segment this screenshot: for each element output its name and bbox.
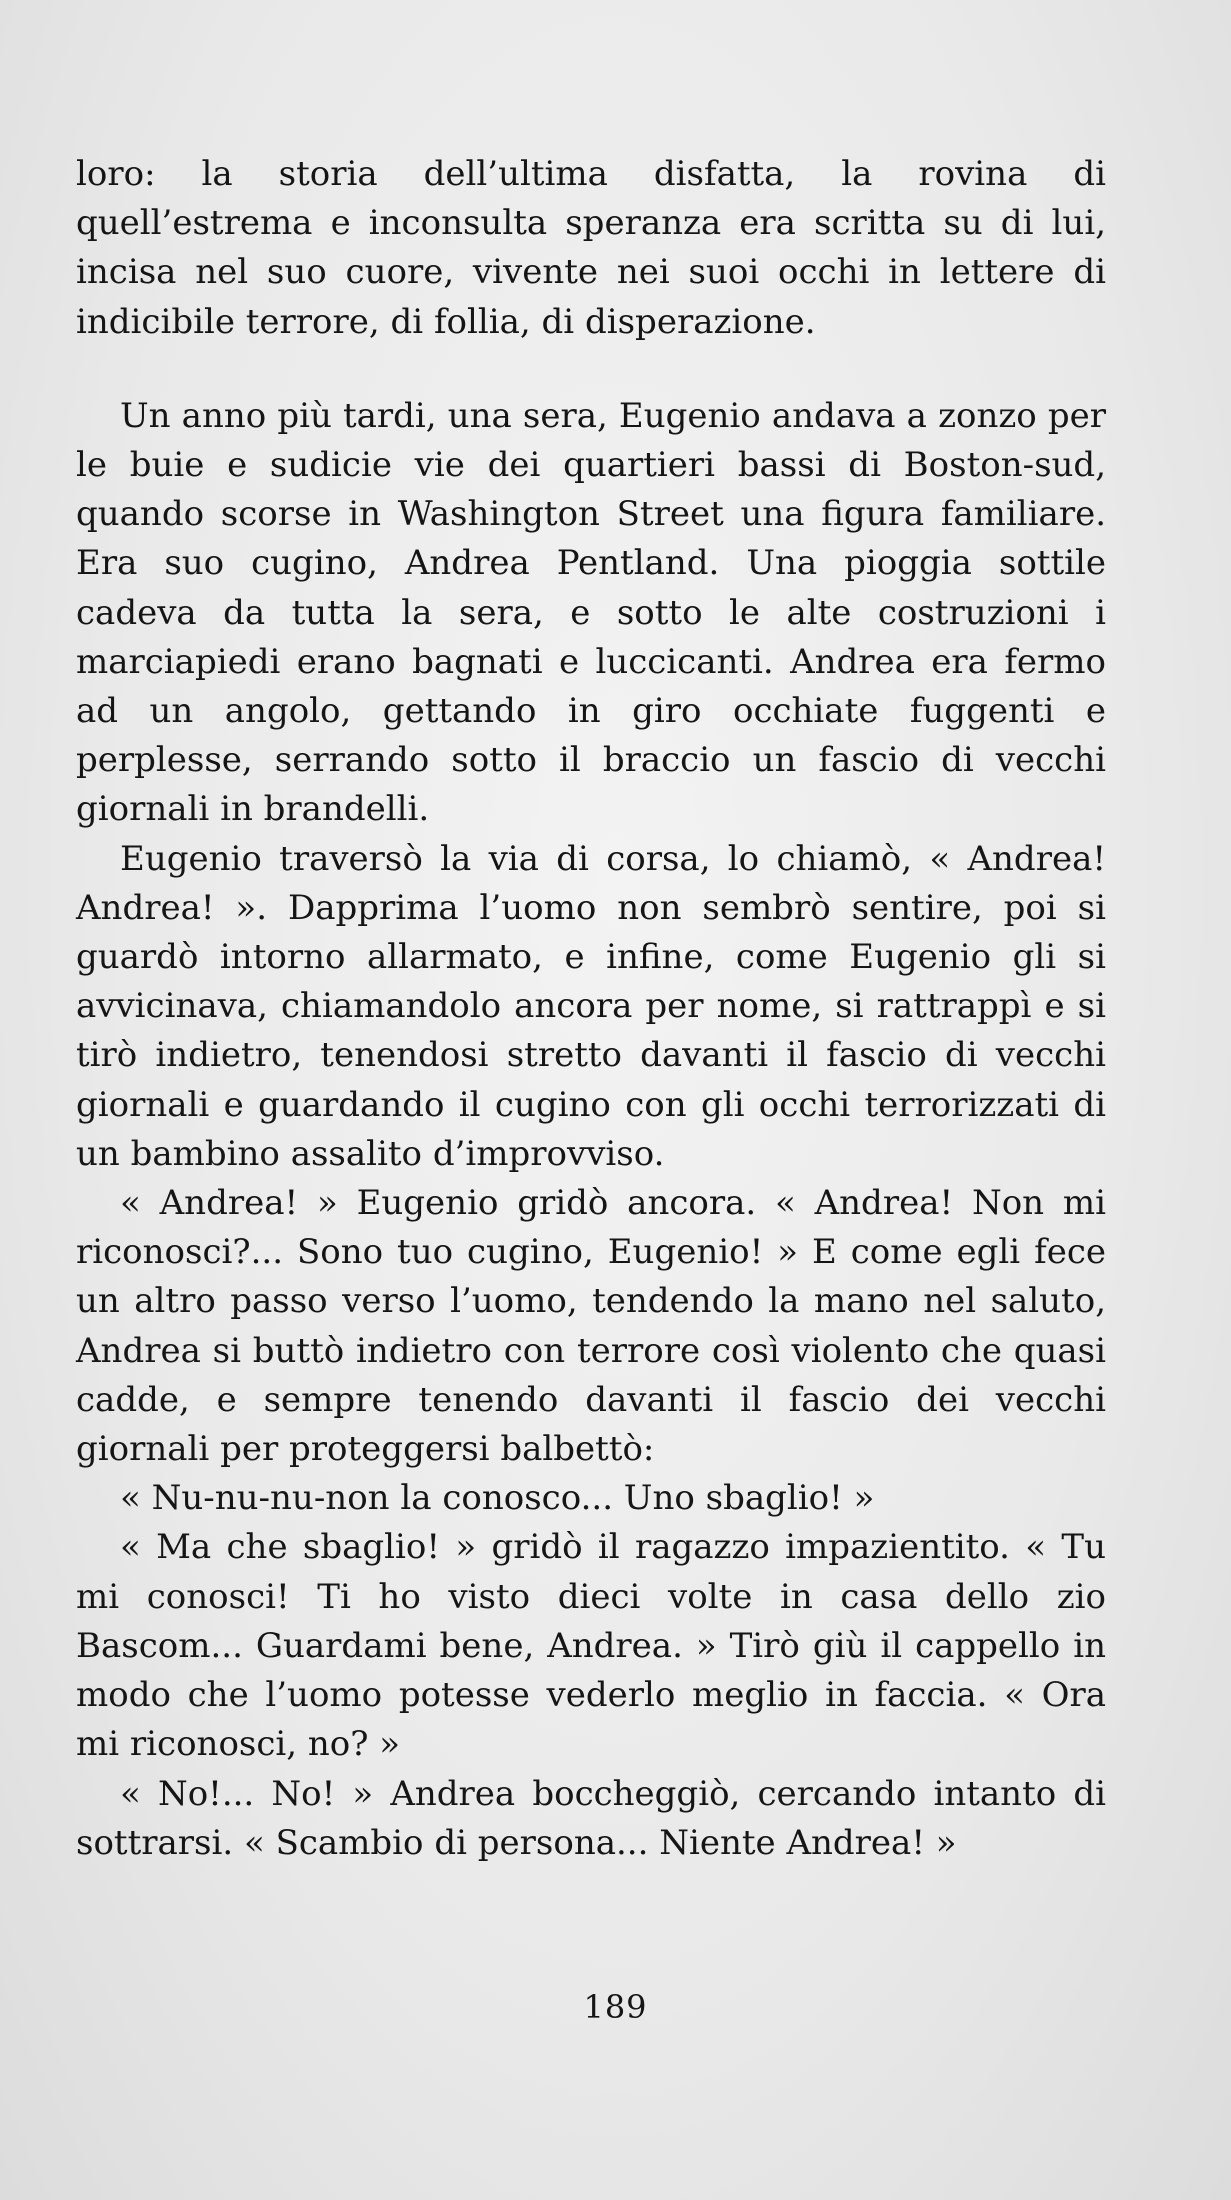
paragraph-1: loro: la storia dell’ultima disfatta, la rovina di quell’estrema e inconsulta speranza era scritta su di lui, incisa nel suo cuore, vivente nei suoi occhi in lettere di indicibile terrore, di follia, di disperazione. <box>76 154 1106 342</box>
paragraph-6: « Ma che sbaglio! » gridò il ragazzo impazientito. « Tu mi conosci! Ti ho visto dieci volte in casa dello zio Bascom... Guardami bene, Andrea. » Tirò giù il cappello in modo che l’uomo potesse vederlo meglio in faccia. « Ora mi riconosci, no? » <box>76 1527 1106 1765</box>
paragraph-2: Un anno più tardi, una sera, Eugenio andava a zonzo per le buie e sudicie vie dei quartieri bassi di Boston-sud, quando scorse in Washington Street una figura familiare. Era suo cugino, Andrea Pentland. Una pioggia sottile cadeva da tutta la sera, e sotto le alte costruzioni i marciapiedi erano bagnati e luccicanti. Andrea era fermo ad un angolo, gettando in giro occhiate fuggenti e perplesse, serrando sotto il braccio un fascio di vecchi giornali in brandelli. <box>76 395 1106 830</box>
section-break <box>76 347 1106 392</box>
body-text <box>76 150 1106 1868</box>
paragraph-4: « Andrea! » Eugenio gridò ancora. « Andrea! Non mi riconosci?... Sono tuo cugino, Eugenio! » E come egli fece un altro passo verso l’uomo, tendendo la mano nel saluto, Andrea si buttò indietro con terrore così violento che quasi cadde, e sempre tenendo davanti il fascio dei vecchi giornali per proteggersi balbettò: <box>76 1183 1106 1470</box>
paragraph-7: « No!... No! » Andrea boccheggiò, cercando intanto di sottrarsi. « Scambio di persona... Niente Andrea! » <box>76 1773 1106 1863</box>
page-number: 189 <box>583 1988 648 2026</box>
paragraph-3: Eugenio traversò la via di corsa, lo chiamò, « Andrea! Andrea! ». Dapprima l’uomo non sembrò sentire, poi si guardò intorno allarmato, e infine, come Eugenio gli si avvicinava, chiamandolo ancora per nome, si rattrappì e si tirò indietro, tenendosi stretto davanti il fascio di vecchi giornali e guardando il cugino con gli occhi terrorizzati di un bambino assalito d’improvviso. <box>76 838 1106 1174</box>
paragraph-5: « Nu-nu-nu-non la conosco... Uno sbaglio! » <box>120 1478 875 1519</box>
